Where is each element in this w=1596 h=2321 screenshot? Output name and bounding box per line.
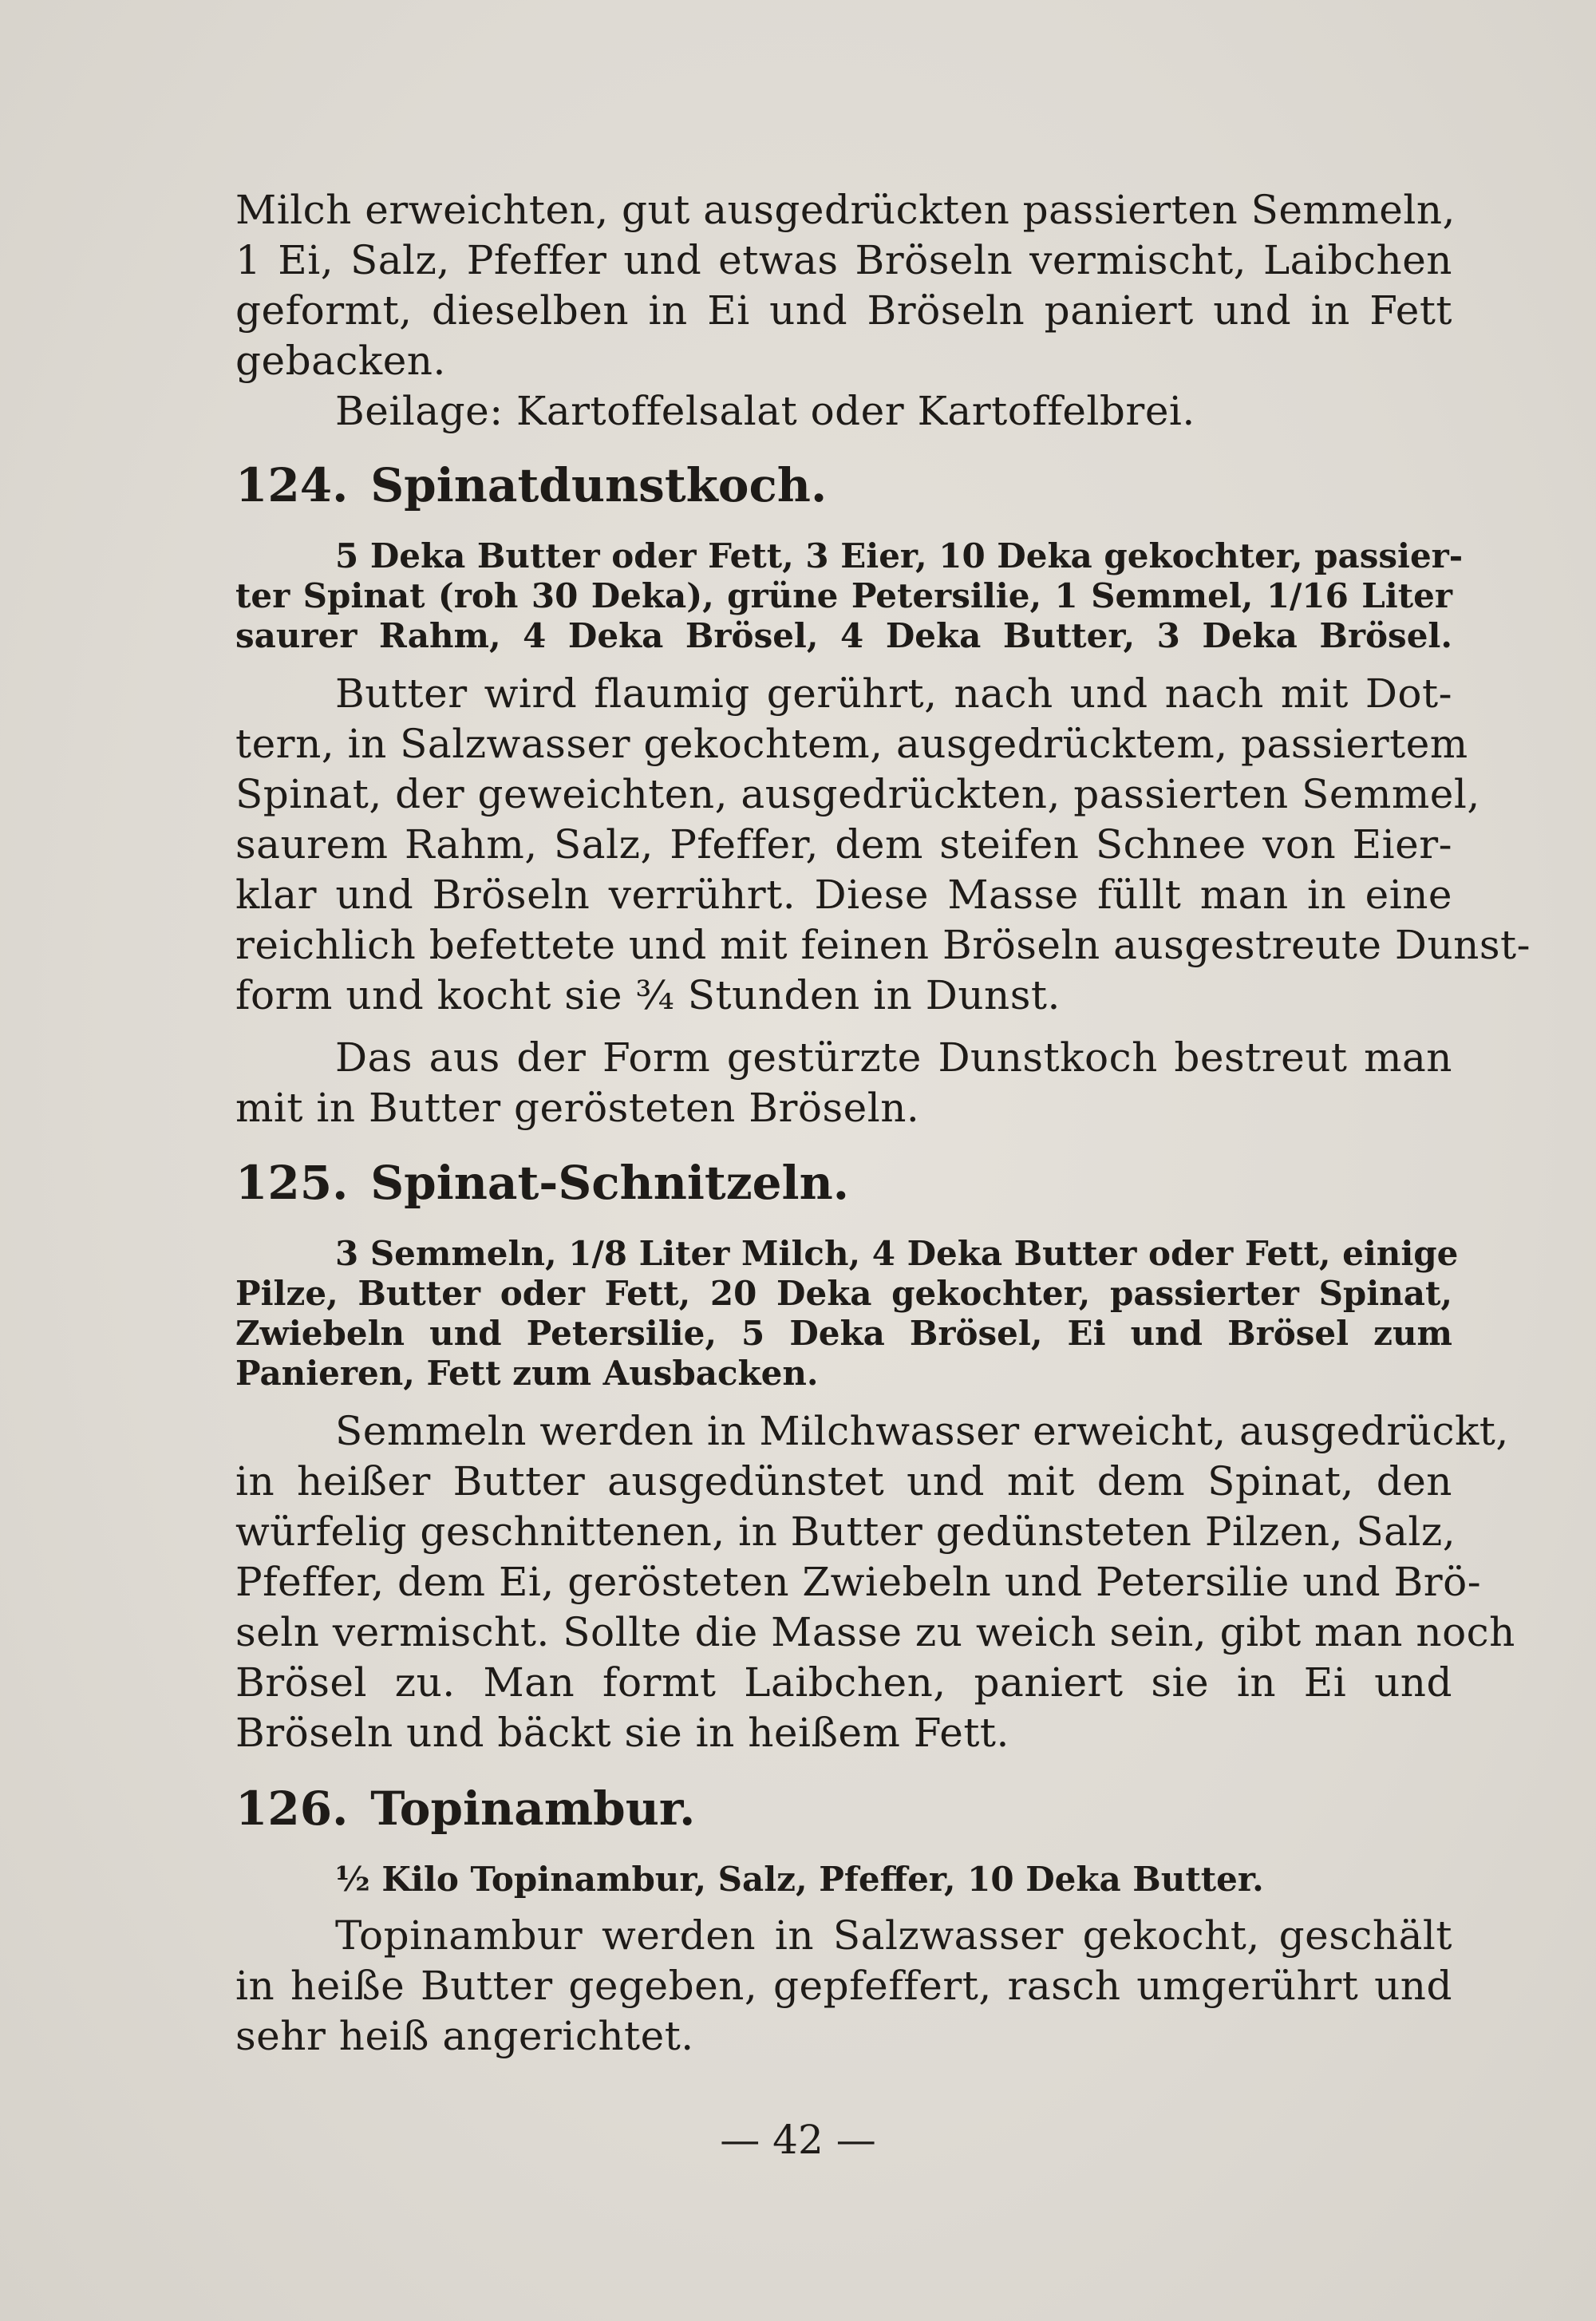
- method-line: Semmeln werden in Milchwasser erweicht, ausgedrückt,: [335, 1408, 1509, 1454]
- intro-line: gebacken.: [235, 338, 446, 384]
- method-line: Spinat, der geweichten, ausgedrückten, passierten Semmel,: [235, 771, 1480, 817]
- ingredient-line: Panieren, Fett zum Ausbacken.: [235, 1354, 819, 1393]
- intro-line: Milch erweichten, gut ausgedrückten passierten Semmeln,: [235, 187, 1456, 233]
- method-line: seln vermischt. Sollte die Masse zu weich sein, gibt man noch: [235, 1609, 1515, 1655]
- ingredient-line: ter Spinat (roh 30 Deka), grüne Petersilie, 1 Semmel, 1/16 Liter: [235, 576, 1452, 615]
- method-line: sehr heiß angerichtet.: [235, 2013, 694, 2059]
- ingredient-line: ½ Kilo Topinambur, Salz, Pfeffer, 10 Deka Butter.: [335, 1860, 1264, 1899]
- intro-line: 1 Ei, Salz, Pfeffer und etwas Bröseln vermischt, Laibchen: [235, 237, 1452, 283]
- ingredient-line: 5 Deka Butter oder Fett, 3 Eier, 10 Deka gekochter, passier-: [335, 536, 1464, 575]
- ingredient-line: Zwiebeln und Petersilie, 5 Deka Brösel, Ei und Brösel zum: [235, 1314, 1452, 1353]
- method-line: form und kocht sie ¾ Stunden in Dunst.: [235, 972, 1061, 1018]
- method-line: in heißer Butter ausgedünstet und mit dem Spinat, den: [235, 1458, 1452, 1504]
- method-line: in heiße Butter gegeben, gepfeffert, rasch umgerührt und: [235, 1963, 1452, 2009]
- method-line: Brösel zu. Man formt Laibchen, paniert sie in Ei und: [235, 1659, 1452, 1706]
- ingredient-line: Pilze, Butter oder Fett, 20 Deka gekochter, passierter Spinat,: [235, 1274, 1452, 1313]
- recipe-heading-126: [235, 1781, 695, 1836]
- recipe-number: 126.: [235, 1781, 349, 1836]
- page-number: — 42 —: [720, 2117, 876, 2163]
- method-line: würfelig geschnittenen, in Butter gedünsteten Pilzen, Salz,: [235, 1508, 1456, 1555]
- recipe-heading-125: [235, 1156, 849, 1210]
- recipe-title: Spinatdunstkoch.: [370, 458, 828, 512]
- serving-line: mit in Butter gerösteten Bröseln.: [235, 1085, 920, 1131]
- method-line: tern, in Salzwasser gekochtem, ausgedrücktem, passiertem: [235, 721, 1468, 767]
- recipe-title: Topinambur.: [370, 1781, 696, 1836]
- recipe-title: Spinat-Schnitzeln.: [370, 1156, 849, 1210]
- intro-line: geformt, dieselben in Ei und Bröseln paniert und in Fett: [235, 287, 1452, 334]
- recipe-number: 125.: [235, 1156, 349, 1210]
- side-dish-note: Beilage: Kartoffelsalat oder Kartoffelbrei.: [335, 388, 1195, 434]
- serving-line: Das aus der Form gestürzte Dunstkoch bestreut man: [335, 1034, 1452, 1081]
- method-line: Topinambur werden in Salzwasser gekocht, geschält: [335, 1912, 1452, 1959]
- method-line: saurem Rahm, Salz, Pfeffer, dem steifen Schnee von Eier-: [235, 821, 1452, 868]
- recipe-heading-124: [235, 458, 827, 512]
- recipe-number: 124.: [235, 458, 349, 512]
- method-line: reichlich befettete und mit feinen Bröseln ausgestreute Dunst-: [235, 922, 1531, 968]
- method-line: klar und Bröseln verrührt. Diese Masse füllt man in eine: [235, 872, 1452, 918]
- method-line: Pfeffer, dem Ei, gerösteten Zwiebeln und Petersilie und Brö-: [235, 1559, 1482, 1605]
- method-line: Bröseln und bäckt sie in heißem Fett.: [235, 1710, 1009, 1756]
- method-line: Butter wird flaumig gerührt, nach und nach mit Dot-: [335, 670, 1452, 717]
- ingredient-line: saurer Rahm, 4 Deka Brösel, 4 Deka Butter, 3 Deka Brösel.: [235, 616, 1452, 655]
- ingredient-line: 3 Semmeln, 1/8 Liter Milch, 4 Deka Butter oder Fett, einige: [335, 1234, 1459, 1273]
